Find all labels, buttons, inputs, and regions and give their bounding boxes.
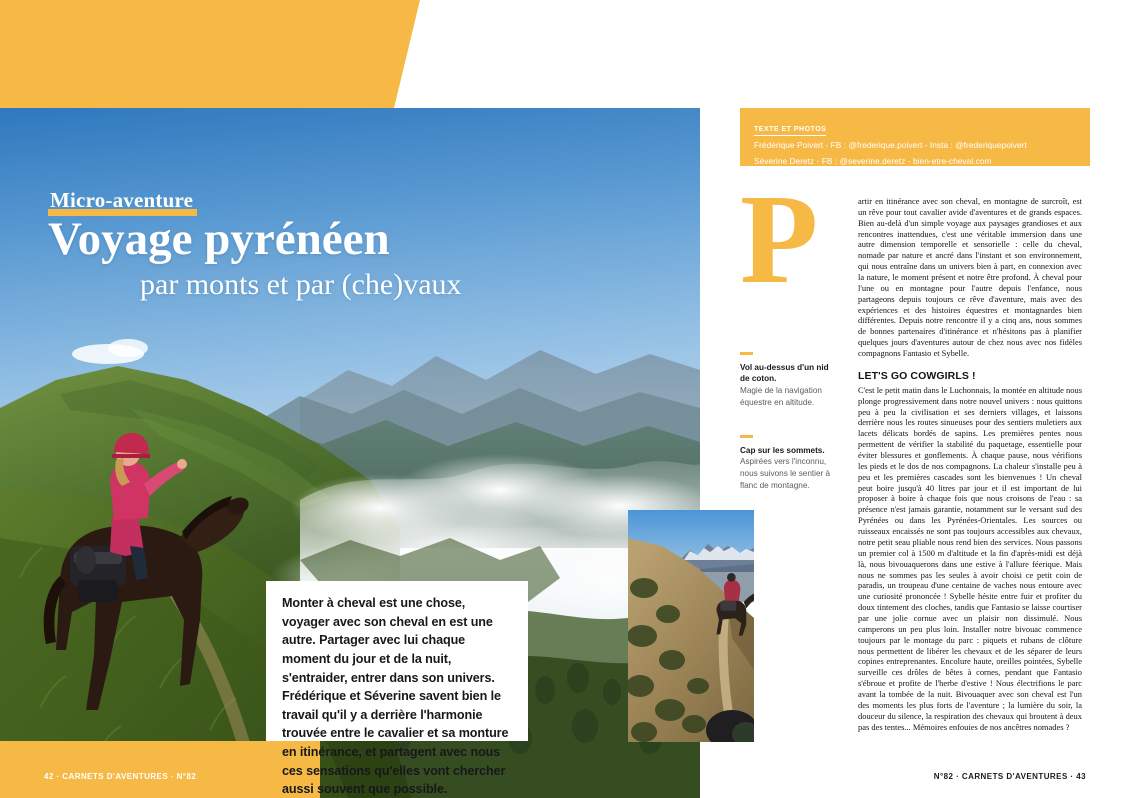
drop-cap: P: [740, 168, 819, 310]
credits-line-1: Frédérique Poivert - FB : @frederique.poivert - Insta : @frederiquepoivert: [754, 140, 1027, 150]
caption-1: [740, 352, 840, 409]
credits-label: TEXTE ET PHOTOS: [754, 126, 826, 136]
caption-1-title: Vol au-dessus d'un nid de coton.: [740, 362, 829, 384]
caption-2-body: Aspirées vers l'inconnu, nous suivons le sentier à flanc de montagne.: [740, 457, 831, 491]
caption-column: [740, 352, 840, 518]
section-heading: LET'S GO COWGIRLS !: [858, 369, 976, 382]
inset-photo: [628, 510, 754, 742]
caption-rule-icon: [740, 352, 753, 355]
caption-2-title: Cap sur les sommets.: [740, 445, 825, 455]
folio-right: N°82 · CARNETS D'AVENTURES · 43: [933, 772, 1086, 781]
pull-quote-text: Monter à cheval est une chose, voyager avec son cheval en est une autre. Partager avec lui chaque moment du jour et de la nuit, s'entraider, entrer dans son univers. Frédérique et Séverine savent bien le travail qu'il y a derrière l'harmonie trouvée entre le cavalier et sa monture en itinérance, et partagent avec nous ces sensations qu'elles vont chercher aussi souvent que possible.: [282, 596, 509, 797]
article-paragraph-2: C'est le petit matin dans le Luchonnais, la montée en altitude nous plonge progressivement dans notre nouvel univers : nous quittons peu à peu la civilisation et ses derniers villages, et laissons derrière nous les routes sinueuses pour des sentiers muletiers aux lacets délicats bordés de sapins. Les premières pentes nous permettent de vérifier la stabilité du paquetage, essentielle pour éviter blessures et gonflements. À chaque pause, nous vérifions les pieds et le dos de nos compagnons. La chaleur s'installe peu à peu et les premières cascades sont les bienvenues ! Un cheval peut boire jusqu'à 40 litres par jour et il est important de lui proposer à boire à chaque fois que nous croisons de l'eau : sa présence n'est jamais garantie, notamment sur le versant sud des Pyrénées ou dans les Pyrénées-Orientales. Les sources ou ruisseaux encaissés ne sont pas toujours accessibles aux chevaux, notre petit seau pliable nous rend bien des services. Nous passons un premier col à 1500 m d'altitude et la fin d'après-midi est déjà là, nous bivouaquerons dans une estive à l'allure féerique. Mais nous ne sommes pas les seules à avoir choisi ce petit coin de paradis, un troupeau d'une centaine de vaches nous entoure avec une curiosité prononcée ! Sybelle hésite entre fuir et profiter du doux tintement des cloches, tandis que Fantasio se laisse courtiser par une jolie cornue avec un plaisir non dissimulé. Nous camperons un peu plus loin. Installer notre bivouac commence toujours par le montage du parc : piquets et rubans de clôture nous permettent de libérer les chevaux et de les séparer de leurs copines entreprenantes. Encolure haute, oreilles pointées, Sybelle surveille ces drôles de bêtes à cornes, pendant que Fantasio s'ébroue et profite de l'herbe d'estive ! Nous électrifions le parc avant la tombée de la nuit. Bivouaquer avec son cheval est l'un des moments les plus forts de l'aventure ; la lumière du soir, la douceur du silence, la respiration des chevaux qui broutent à deux pas des tentes... Mémoires enfouies de nos ancêtres nomades ?: [858, 384, 1082, 732]
page-subtitle: par monts et par (che)vaux: [140, 268, 462, 301]
credits-line-2: Séverine Deretz - FB : @severine.deretz - bien-etre-cheval.com: [754, 156, 992, 167]
caption-2: [740, 435, 840, 492]
folio-left: 42 · CARNETS D'AVENTURES · N°82: [44, 772, 197, 781]
pull-quote-box: [266, 581, 528, 797]
top-yellow-banner: [0, 0, 420, 108]
article-kicker-wrap: [48, 188, 197, 215]
article-kicker: Micro-aventure: [50, 188, 194, 212]
caption-rule-icon: [740, 435, 753, 438]
caption-1-body: Magie de la navigation équestre en altitude.: [740, 386, 822, 408]
article-paragraph-1: artir en itinérance avec son cheval, en montagne de surcroît, est un rêve pour tout cavalier avide d'aventures et de grands espaces. Bien au-delà d'un simple voyage aux paysages grandioses et aux rencontres inattendues, c'est une véritable immersion dans une autre dimension temporelle et sensorielle : celle du cheval, nomade par nature et ancré dans l'instant et son environnement, qui nous entraîne dans un univers bien à part, en connexion avec la nature, le moment présent et notre être profond. À cheval pour l'une ou en montagne pour l'autre depuis l'enfance, nous partageons depuis toujours ce rêve d'aventure, mais avec des expériences et des histoires équestres et montagnardes bien différentes. Depuis notre rencontre il y a cinq ans, nous sommes de bonnes partenaires d'itinérance et n'hésitons pas à planifier quelques jours d'aventures autour de chez nous avec nos fidèles compagnons Fantasio et Sybelle.: [858, 196, 1082, 359]
page-title: Voyage pyrénéen: [48, 213, 390, 265]
credits-box: [740, 108, 1090, 166]
